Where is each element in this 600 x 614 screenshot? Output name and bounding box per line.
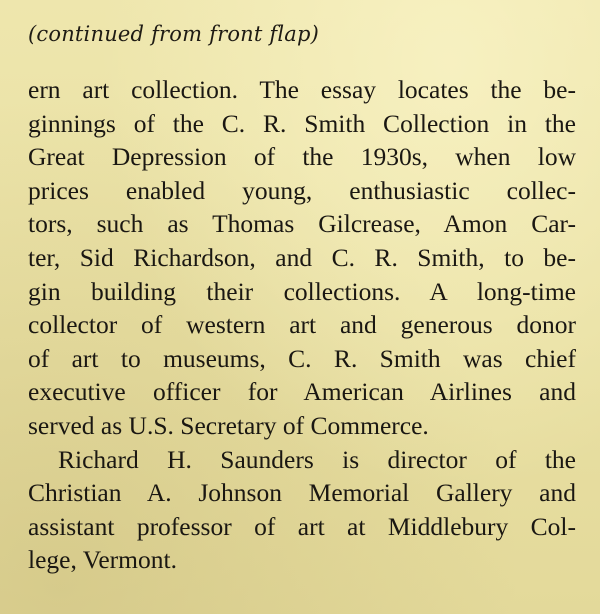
text-line: lege, Vermont.	[28, 545, 177, 575]
text-line: tors, such as Thomas Gilcrease, Amon Car-	[28, 209, 576, 239]
text-line: Christian A. Johnson Memorial Gallery and	[28, 478, 576, 508]
text-line: Great Depression of the 1930s, when low	[28, 142, 576, 172]
text-line: served as U.S. Secretary of Commerce.	[28, 410, 429, 440]
continued-note: (continued from front flap)	[28, 22, 320, 46]
text-line: ter, Sid Richardson, and C. R. Smith, to be-	[28, 242, 576, 272]
text-line: collector of western art and generous donor	[28, 310, 576, 340]
text-line: prices enabled young, enthusiastic collec-	[28, 175, 576, 205]
text-line: executive officer for American Airlines and	[28, 377, 576, 407]
text-line: Richard H. Saunders is director of the	[58, 444, 576, 474]
text-line: of art to museums, C. R. Smith was chief	[28, 343, 576, 373]
text-line: assistant professor of art at Middlebury Col-	[28, 511, 576, 541]
text-line: ern art collection. The essay locates the be-	[28, 75, 576, 104]
text-line: gin building their collections. A long-time	[28, 276, 576, 306]
text-line: ginnings of the C. R. Smith Collection in the	[28, 108, 576, 138]
flap-body-text	[28, 73, 576, 577]
